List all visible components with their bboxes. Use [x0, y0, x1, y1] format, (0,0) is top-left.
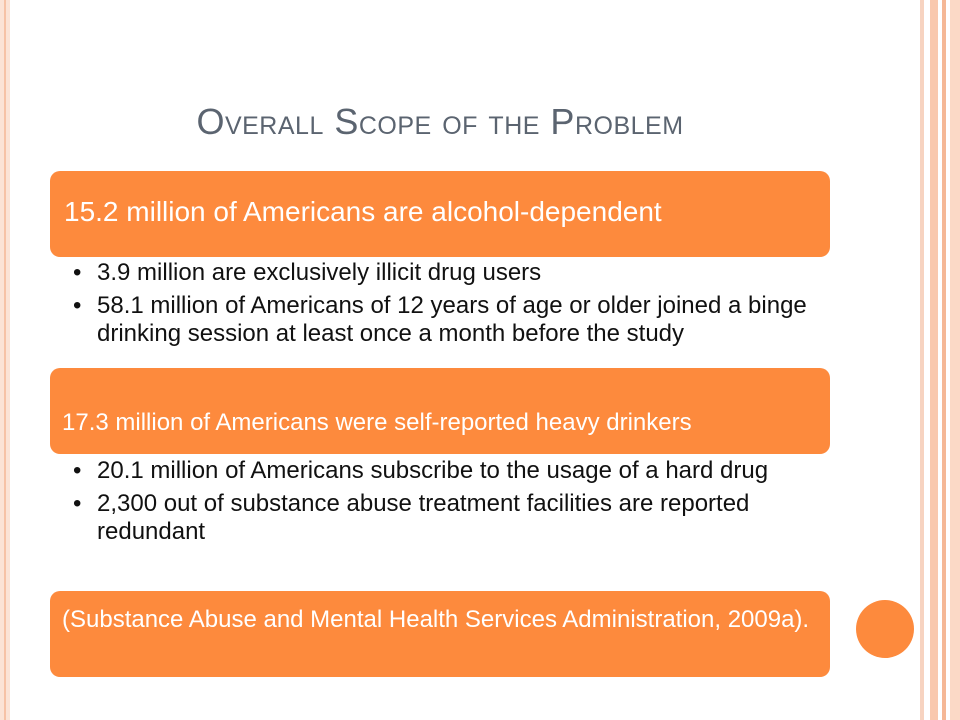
citation-box: (Substance Abuse and Mental Health Services Administration, 2009a). — [50, 591, 830, 677]
decorative-circle — [856, 600, 914, 658]
bullet-icon: • — [73, 457, 82, 484]
bullet-list-1 — [70, 259, 830, 366]
right-decorative-stripes — [920, 0, 960, 720]
left-decorative-stripe — [0, 0, 10, 720]
bullet-text: 2,300 out of substance abuse treatment facilities are reported redundant — [97, 490, 750, 545]
stripe — [942, 0, 946, 720]
highlight-box-heavy-drinkers: 17.3 million of Americans were self-reported heavy drinkers — [50, 368, 830, 454]
slide-title: Overall Scope of the Problem — [196, 101, 684, 142]
list-item — [70, 490, 830, 546]
bullet-text: 58.1 million of Americans of 12 years of age or older joined a binge drinking session at least once a month before the study — [97, 292, 807, 347]
bullet-icon: • — [73, 259, 82, 286]
bullet-icon: • — [73, 292, 82, 319]
bullet-icon: • — [73, 490, 82, 517]
stripe — [930, 0, 938, 720]
list-item — [70, 457, 830, 485]
bullet-text: 3.9 million are exclusively illicit drug users — [97, 259, 542, 286]
list-item — [70, 259, 830, 287]
list-item — [70, 292, 830, 348]
stripe — [920, 0, 924, 720]
bullet-text: 20.1 million of Americans subscribe to the usage of a hard drug — [97, 457, 769, 484]
stripe — [950, 0, 960, 720]
bullet-list-2 — [70, 457, 830, 585]
highlight-box-alcohol-dependent: 15.2 million of Americans are alcohol-dependent — [50, 171, 830, 257]
